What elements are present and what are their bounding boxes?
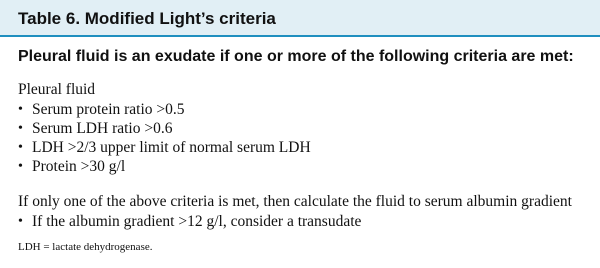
list-item [18,100,586,119]
criterion-text: LDH >2/3 upper limit of normal serum LDH [32,139,311,156]
table-subtitle: Pleural fluid is an exudate if one or more of the following criteria are met: [18,48,574,65]
list-item [18,212,586,231]
title-divider [0,35,600,37]
criterion-text: Protein >30 g/l [32,158,126,175]
footnote: LDH = lactate dehydrogenase. [18,241,153,253]
followup-text: If only one of the above criteria is met, then calculate the fluid to serum albumin gradient [18,193,572,210]
criteria-list [18,100,586,176]
bullet-icon: • [18,140,23,155]
list-item [18,138,586,157]
list-item [18,157,586,176]
bullet-icon: • [18,102,23,117]
gradient-text: If the albumin gradient >12 g/l, consider a transudate [32,213,362,230]
criterion-text: Serum LDH ratio >0.6 [32,120,173,137]
table-title: Table 6. Modified Light’s criteria [18,9,276,28]
list-item [18,119,586,138]
gradient-list [18,212,586,231]
criterion-text: Serum protein ratio >0.5 [32,101,185,118]
bullet-icon: • [18,214,23,229]
section-label: Pleural fluid [18,81,96,98]
bullet-icon: • [18,159,23,174]
bullet-icon: • [18,121,23,136]
title-bar [0,0,600,35]
